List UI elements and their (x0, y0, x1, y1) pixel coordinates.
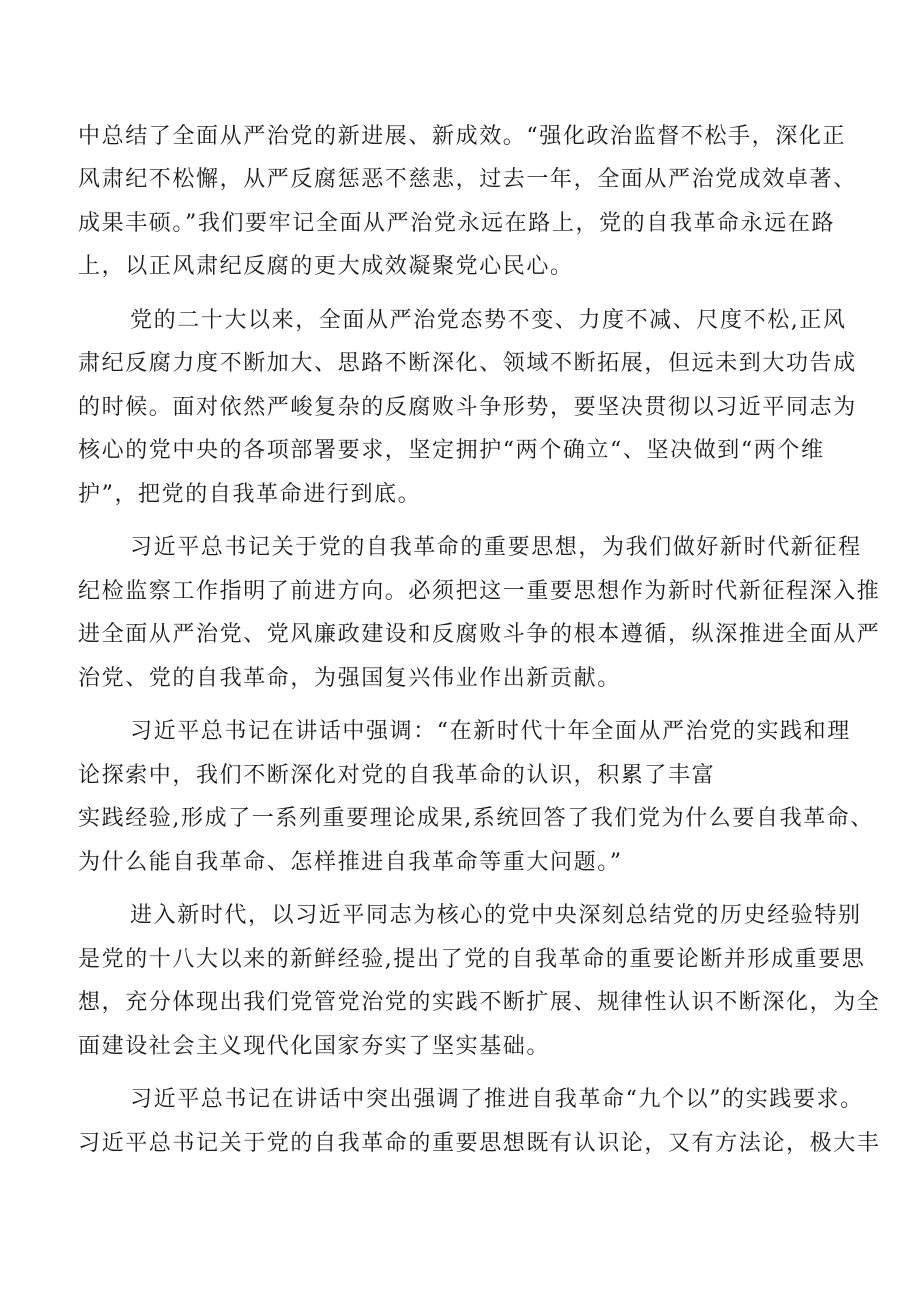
text-line: 想，充分体现出我们党管党治党的实践不断扩展、规律性认识不断深化，为全 (78, 990, 881, 1015)
text-line: 上，以正风肃纪反腐的更大成效凝聚党心民心。 (78, 254, 574, 279)
text-line: 习近平总书记在讲话中强调：“在新时代十年全面从严治党的实践和理 (130, 719, 851, 744)
text-line: 习近平总书记在讲话中突出强调了推进自我革命“九个以”的实践要求。 (130, 1087, 864, 1112)
text-line: 党的二十大以来，全面从严治党态势不变、力度不减、尺度不松,正风 (130, 308, 847, 333)
text-line: 中总结了全面从严治党的新进展、新成效。“强化政治监督不松手，深化正 (78, 124, 847, 149)
text-line: 论探索中，我们不断深化对党的自我革命的认识，积累了丰富 (78, 763, 716, 788)
text-line: 护”，把党的自我革命进行到底。 (78, 482, 422, 507)
text-line: 实践经验,形成了一系列重要理论成果,系统回答了我们党为什么要自我革命、 (78, 806, 874, 831)
text-line: 习近平总书记关于党的自我革命的重要思想，为我们做好新时代新征程 (130, 535, 862, 560)
text-line: 肃纪反腐力度不断加大、思路不断深化、领域不断拓展，但远未到大功告成 (78, 351, 857, 376)
text-line: 治党、党的自我革命，为强国复兴伟业作出新贡献。 (78, 666, 621, 691)
text-line: 风肃纪不松懈，从严反腐惩恶不慈悲，过去一年，全面从严治党成效卓著、 (78, 167, 857, 192)
text-line: 成果丰硕。”我们要牢记全面从严治党永远在路上，党的自我革命永远在路 (78, 211, 836, 236)
text-line: 纪检监察工作指明了前进方向。必须把这一重要思想作为新时代新征程深入推 (78, 579, 881, 604)
text-line: 面建设社会主义现代化国家夯实了坚实基础。 (78, 1034, 551, 1059)
text-line: 进入新时代，以习近平同志为核心的党中央深刻总结党的历史经验特别 (130, 903, 862, 928)
text-line: 核心的党中央的各项部署要求，坚定拥护“两个确立“、坚决做到“两个维 (78, 438, 825, 463)
text-line: 的时候。面对依然严峻复杂的反腐败斗争形势，要坚决贯彻以习近平同志为 (78, 395, 857, 420)
text-line: 是党的十八大以来的新鲜经验,提出了党的自我革命的重要论断并形成重要思 (78, 947, 866, 972)
text-line: 为什么能自我革命、怎样推进自我革命等重大问题。” (78, 850, 623, 875)
text-line: 习近平总书记关于党的自我革命的重要思想既有认识论，又有方法论，极大丰 (78, 1131, 881, 1156)
text-line: 进全面从严治党、党风廉政建设和反腐败斗争的根本遵循，纵深推进全面从严 (78, 622, 881, 647)
